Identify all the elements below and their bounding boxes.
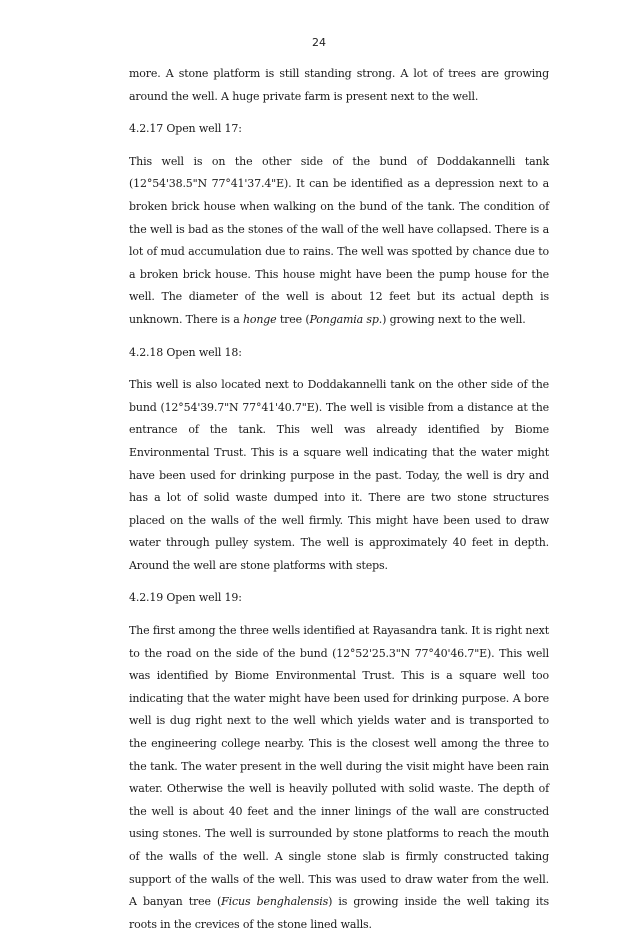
well-19-paragraph (129, 620, 549, 936)
section-heading-well-19: 4.2.19 Open well 19: (129, 591, 242, 605)
well-17-text-b: tree ( (276, 312, 310, 326)
well-17-paragraph (129, 151, 549, 332)
well-17-text-c: ) growing next to the well. (382, 312, 526, 326)
well-17-italic-honge: honge (242, 312, 277, 326)
document-body (129, 63, 549, 946)
well-18-paragraph: This well is also located next to Doddakannelli tank on the other side of the bund (12°54'39.7"N 77°41'40.7"E). The well is visible from a distance at the entrance of the tank. This well was already identified by Biome Environmental Trust. This is a square well indicating that the water might have been used for drinking purpose in the past. Today, the well is dry and has a lot of solid waste dumped into it. There are two stone structures placed on the walls of the well firmly. This might have been used to draw water through pulley system. The well is approximately 40 feet in depth. Around the well are stone platforms with steps. (129, 378, 549, 572)
well-19-text-a: The first among the three wells identified at Rayasandra tank. It is right next to the road on the side of the bund (12°52'25.3"N 77°40'46.7"E). This well was identified by Biome Environmental Trust. This is a square well too indicating that the water might have been used for drinking purpose. A bore well is dug right next to the well which yields water and is transported to the engineering college nearby. This is the closest well among the three to the tank. The water present in the well during the visit might have been rain water. Otherwise the well is heavily polluted with solid waste. The depth of the well is about 40 feet and the inner linings of the wall are constructed using stones. The well is surrounded by stone platforms to reach the mouth of the walls of the well. A single stone slab is firmly constructed taking support of the walls of the well. This was used to draw water from the well. A banyan tree ( (129, 624, 549, 909)
page-number: 24 (312, 36, 326, 49)
well-17-italic-pongamia: Pongamia sp. (309, 312, 383, 326)
intro-paragraph: more. A stone platform is still standing strong. A lot of trees are growing around the well. A huge private farm is present next to the well. (129, 67, 549, 103)
section-heading-well-18: 4.2.18 Open well 18: (129, 345, 242, 359)
well-17-text-a: This well is on the other side of the bund of Doddakannelli tank (12°54'38.5"N 77°41'37.4"E). It can be identified as a depression next to a broken brick house when walking on the bund of the tank. The condition of the well is bad as the stones of the wall of the well have collapsed. There is a lot of mud accumulation due to rains. The well was spotted by chance due to a broken brick house. This house might have been the pump house for the well. The diameter of the well is about 12 feet but its actual depth is unknown. There is a (129, 154, 549, 326)
well-19-text-b: ) is growing inside the well taking its roots in the crevices of the stone lined walls. (129, 895, 550, 931)
well-19-italic-ficus: Ficus benghalensis (221, 895, 329, 909)
section-heading-well-17: 4.2.17 Open well 17: (129, 122, 242, 136)
